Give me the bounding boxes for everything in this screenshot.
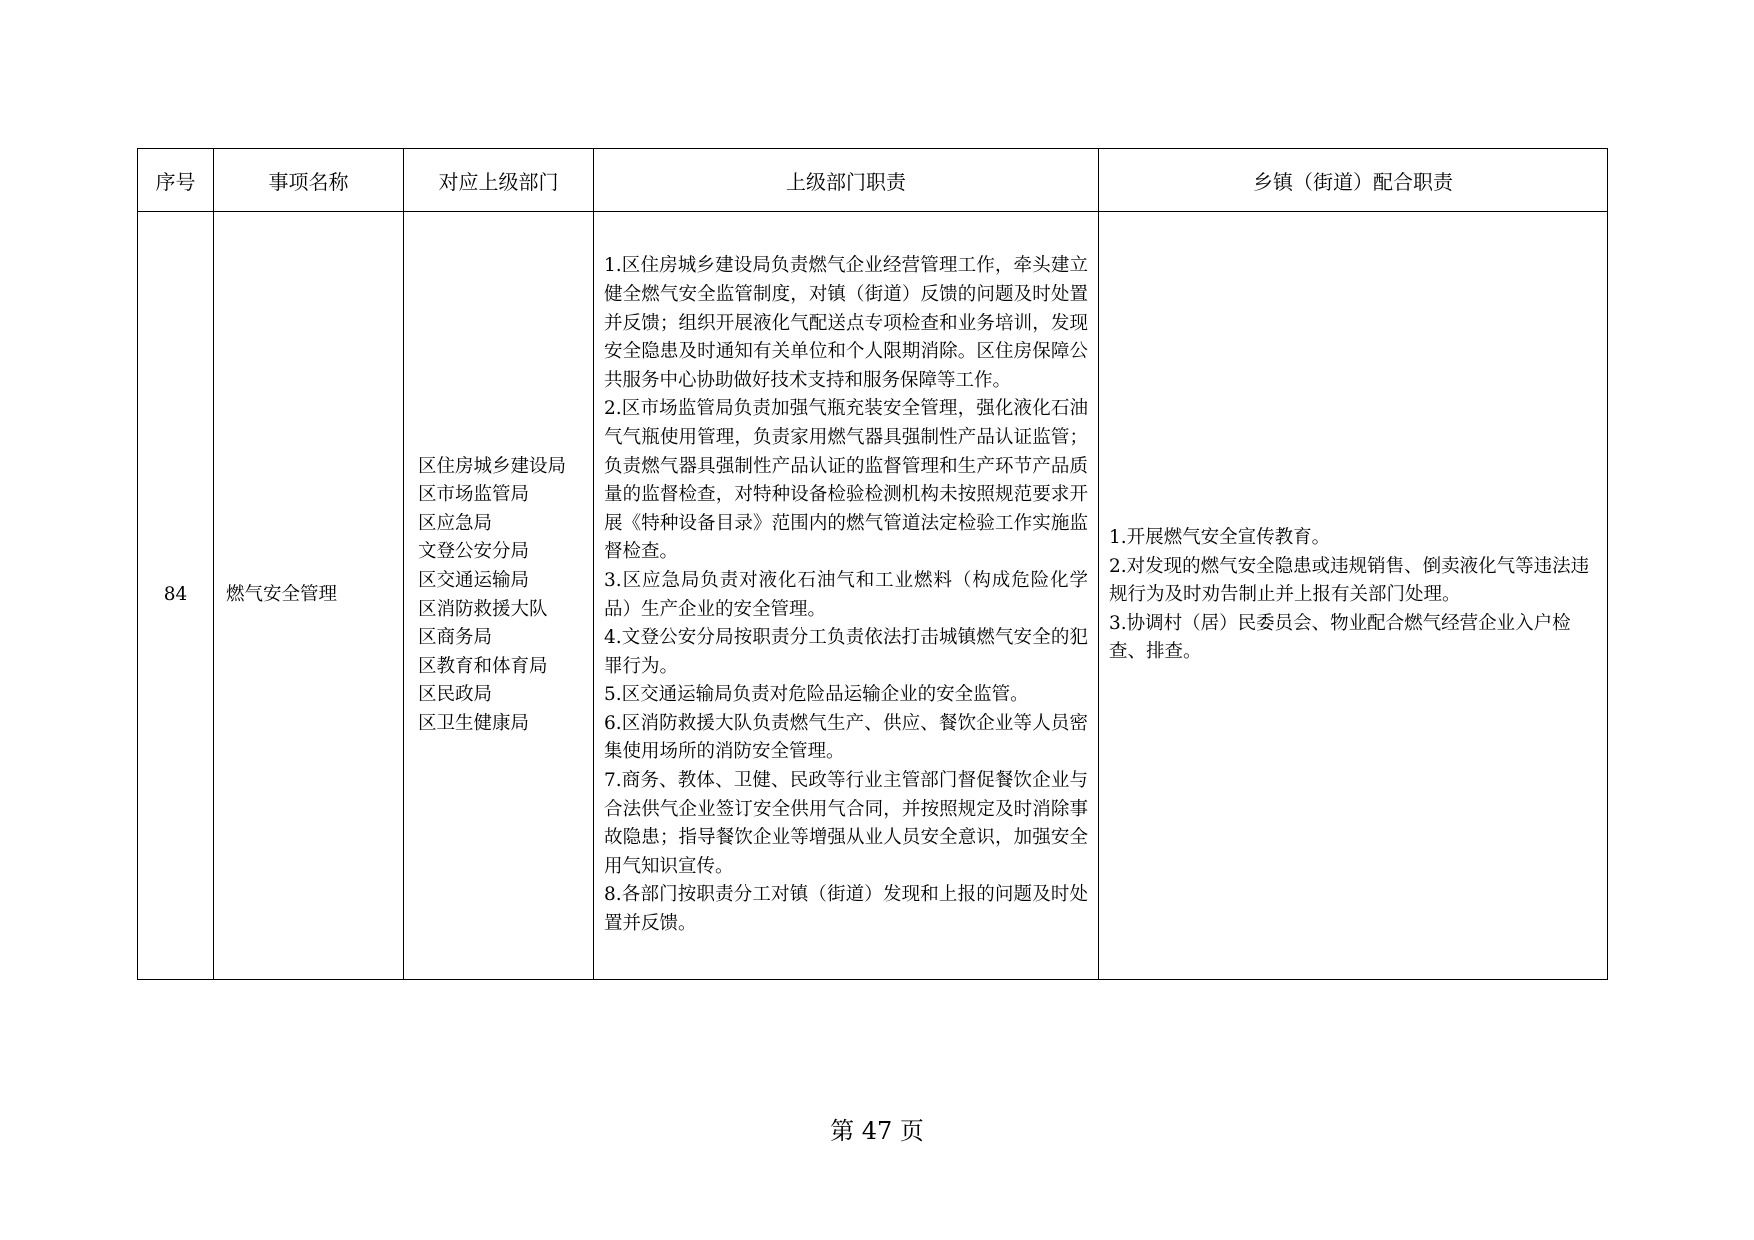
- department-item: 区应急局: [418, 512, 493, 534]
- duty-item: 4.文登公安分局按职责分工负责依法打击城镇燃气安全的犯罪行为。: [604, 627, 1088, 677]
- cooperation-item: 2.对发现的燃气安全隐患或违规销售、倒卖液化气等违法违规行为及时劝告制止并上报有关部门处理。: [1109, 555, 1590, 606]
- cooperation-item: 3.协调村（居）民委员会、物业配合燃气经营企业入户检查、排查。: [1109, 612, 1571, 663]
- row-town-cooperation: [1099, 212, 1608, 980]
- page-number: 第 47 页: [830, 1117, 924, 1145]
- duty-item: 2.区市场监管局负责加强气瓶充装安全管理，强化液化石油气气瓶使用管理，负责家用燃气器具强制性产品认证监管；负责燃气器具强制性产品认证的监督管理和生产环节产品质量的监督检查，对特种设备检验检测机构未按照规范要求开展《特种设备目录》范围内的燃气管道法定检验工作实施监督检查。: [604, 398, 1088, 563]
- row-item-name: 燃气安全管理: [214, 212, 404, 980]
- duty-item: 7.商务、教体、卫健、民政等行业主管部门督促餐饮企业与合法供气企业签订安全供用气合同，并按照规定及时消除事故隐患；指导餐饮企业等增强从业人员安全意识，加强安全用气知识宣传。: [604, 770, 1088, 877]
- header-item-name: 事项名称: [214, 149, 404, 212]
- duty-item: 6.区消防救援大队负责燃气生产、供应、餐饮企业等人员密集使用场所的消防安全管理。: [604, 712, 1088, 763]
- header-department: 对应上级部门: [404, 149, 594, 212]
- row-departments: [404, 212, 594, 980]
- department-item: 区市场监管局: [418, 484, 530, 506]
- duty-table: [137, 148, 1608, 980]
- header-department-duties: 上级部门职责: [594, 149, 1099, 212]
- row-number: 84: [138, 212, 214, 980]
- table-row: [138, 212, 1608, 980]
- duty-item: 8.各部门按职责分工对镇（街道）发现和上报的问题及时处置并反馈。: [604, 884, 1088, 935]
- department-item: 区住房城乡建设局: [418, 455, 567, 477]
- department-item: 区卫生健康局: [418, 712, 530, 734]
- department-item: 区民政局: [418, 684, 493, 706]
- duty-item: 3.区应急局负责对液化石油气和工业燃料（构成危险化学品）生产企业的安全管理。: [604, 569, 1088, 620]
- duty-item: 5.区交通运输局负责对危险品运输企业的安全监管。: [604, 684, 1029, 706]
- department-item: 文登公安分局: [418, 541, 530, 563]
- cooperation-item: 1.开展燃气安全宣传教育。: [1109, 527, 1331, 549]
- department-item: 区消防救援大队: [418, 598, 548, 620]
- department-item: 区交通运输局: [418, 569, 530, 591]
- header-number: 序号: [138, 149, 214, 212]
- header-row: [138, 149, 1608, 212]
- department-item: 区教育和体育局: [418, 655, 548, 677]
- department-item: 区商务局: [418, 627, 493, 649]
- header-town-cooperation: 乡镇（街道）配合职责: [1099, 149, 1608, 212]
- row-department-duties: [594, 212, 1099, 980]
- duty-item: 1.区住房城乡建设局负责燃气企业经营管理工作，牵头建立健全燃气安全监管制度，对镇（街道）反馈的问题及时处置并反馈；组织开展液化气配送点专项检查和业务培训，发现安全隐患及时通知有关单位和个人限期消除。区住房保障公共服务中心协助做好技术支持和服务保障等工作。: [604, 255, 1088, 391]
